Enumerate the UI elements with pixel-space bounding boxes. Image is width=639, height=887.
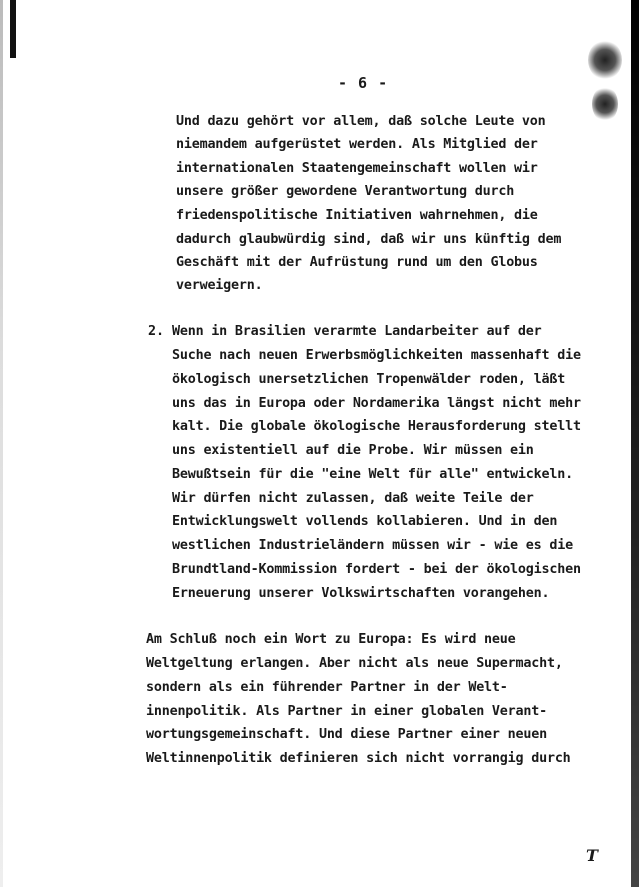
scan-edge-left [0,0,3,887]
text-line: ökologisch unersetzlichen Tropenwälder roden, läßt [172,372,566,387]
text-line: Erneuerung unserer Volkswirtschaften vorangehen. [172,586,550,601]
text-line: Und dazu gehört vor allem, daß solche Leute von [176,114,546,129]
text-line: Suche nach neuen Erwerbsmöglichkeiten massenhaft die [172,348,581,363]
list-number: 2. [148,324,165,339]
text-line: verweigern. [176,278,263,293]
text-line: Weltgeltung erlangen. Aber nicht als neue Supermacht, [146,656,563,671]
text-line: Wir dürfen nicht zulassen, daß weite Teile der [172,491,534,506]
text-line: Am Schluß noch ein Wort zu Europa: Es wird neue [146,632,516,647]
text-line: Brundtland-Kommission fordert - bei der ökologischen [172,562,581,577]
text-line: niemandem aufgerüstet werden. Als Mitglied der [176,137,538,152]
text-line: Wenn in Brasilien verarmte Landarbeiter auf der [172,324,542,339]
text-line: uns existentiell auf die Probe. Wir müssen ein [172,443,534,458]
text-line: Weltinnenpolitik definieren sich nicht vorrangig durch [146,751,571,766]
text-line: kalt. Die globale ökologische Herausforderung stellt [172,419,581,434]
scan-mark-left [10,0,16,58]
margin-mark: T [586,846,598,865]
text-line: westlichen Industrieländern müssen wir - wie es die [172,538,573,553]
text-line: Geschäft mit der Aufrüstung rund um den Globus [176,255,538,270]
text-line: wortungsgemeinschaft. Und diese Partner einer neuen [146,727,547,742]
text-line: friedenspolitische Initiativen wahrnehmen, die [176,208,538,223]
scan-smudge [588,40,622,80]
text-line: unsere größer gewordene Verantwortung durch [176,184,515,199]
text-line: sondern als ein führender Partner in der Welt- [146,680,508,695]
scan-smudge [592,86,618,122]
text-line: internationalen Staatengemeinschaft wollen wir [176,161,538,176]
scan-edge-right [631,0,639,887]
text-line: Bewußtsein für die "eine Welt für alle" entwickeln. [172,467,573,482]
text-line: Entwicklungswelt vollends kollabieren. Und in den [172,514,558,529]
text-line: innenpolitik. Als Partner in einer globalen Verant- [146,704,547,719]
text-line: uns das in Europa oder Nordamerika längst nicht mehr [172,396,581,411]
page-number: - 6 - [338,74,389,92]
text-line: dadurch glaubwürdig sind, daß wir uns künftig dem [176,232,562,247]
